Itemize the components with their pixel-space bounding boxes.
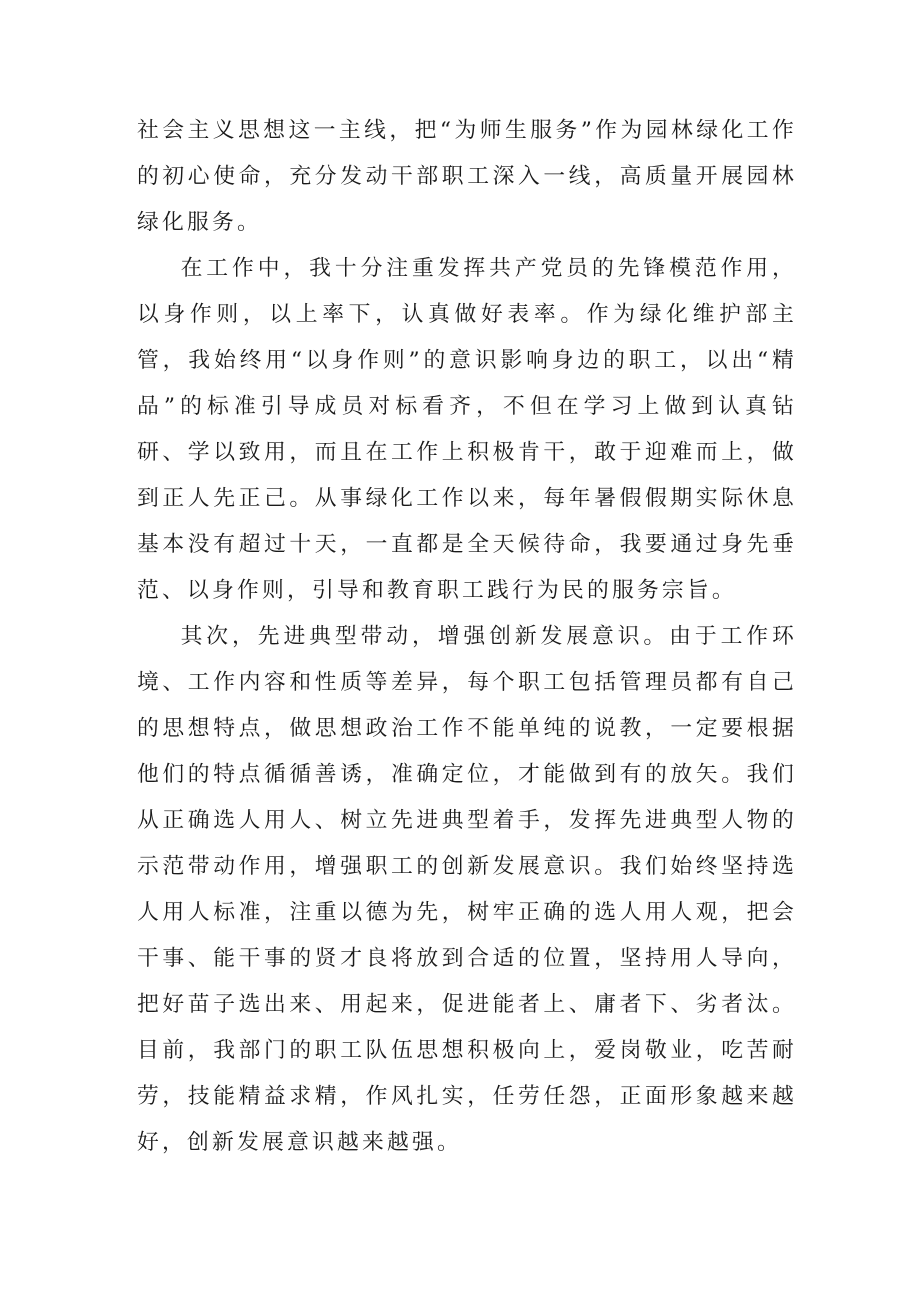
paragraph-2: 在工作中，我十分注重发挥共产党员的先锋模范作用，以身作则，以上率下，认真做好表率。作为绿化维护部主管，我始终用“以身作则”的意识影响身边的职工，以出“精品”的标准引导成员对标看齐，不但在学习上做到认真钻研、学以致用，而且在工作上积极肯干，敢于迎难而上，做到正人先正己。从事绿化工作以来，每年暑假假期实际休息基本没有超过十天，一直都是全天候待命，我要通过身先垂范、以身作则，引导和教育职工践行为民的服务宗旨。 bbox=[137, 256, 797, 603]
document-body bbox=[137, 108, 797, 1166]
paragraph-3: 其次，先进典型带动，增强创新发展意识。由于工作环境、工作内容和性质等差异，每个职工包括管理员都有自己的思想特点，做思想政治工作不能单纯的说教，一定要根据他们的特点循循善诱，准确定位，才能做到有的放矢。我们从正确选人用人、树立先进典型着手，发挥先进典型人物的示范带动作用，增强职工的创新发展意识。我们始终坚持选人用人标准，注重以德为先，树牢正确的选人用人观，把会干事、能干事的贤才良将放到合适的位置，坚持用人导向，把好苗子选出来、用起来，促进能者上、庸者下、劣者汰。目前，我部门的职工队伍思想积极向上，爱岗敬业，吃苦耐劳，技能精益求精，作风扎实，任劳任怨，正面形象越来越好，创新发展意识越来越强。 bbox=[137, 624, 797, 1155]
paragraph-1: 社会主义思想这一主线，把“为师生服务”作为园林绿化工作的初心使命，充分发动干部职工深入一线，高质量开展园林绿化服务。 bbox=[137, 118, 797, 235]
